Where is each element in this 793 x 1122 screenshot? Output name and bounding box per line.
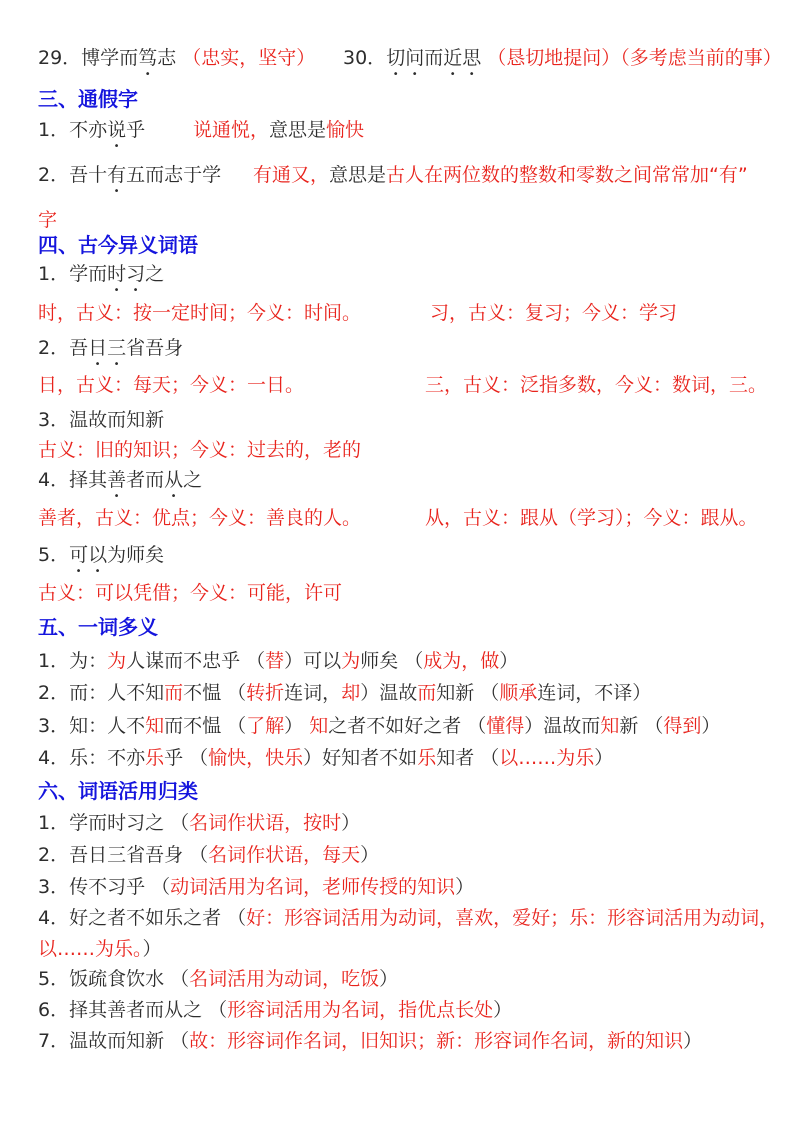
line-column [430, 300, 677, 326]
text-segment: 1．学而 [38, 263, 108, 285]
text-segment: 新 （ [619, 715, 664, 737]
text-line [0, 874, 793, 900]
text-segment: ） [142, 938, 162, 960]
emphasized-text-segment: 日三 [88, 337, 127, 359]
text-segment: 而不愠 （ [164, 715, 247, 737]
text-line [0, 842, 793, 868]
text-segment: 3．传不习乎 （ [38, 876, 171, 898]
text-line [0, 648, 793, 674]
text-segment: 5． [38, 544, 70, 566]
text-segment: 1．学而时习之 （ [38, 812, 190, 834]
emphasized-text-segment: 切问 [386, 47, 425, 69]
text-segment: 29．博学而 [38, 47, 139, 69]
line-column [38, 1028, 702, 1054]
emphasized-text-segment: 笃 [138, 47, 158, 69]
text-segment: ）可以 [284, 650, 342, 672]
text-segment: ） [499, 650, 519, 672]
text-segment: 为 [107, 650, 127, 672]
emphasized-text-segment: 善 [107, 469, 127, 491]
section-heading [0, 778, 793, 804]
text-segment: （恳切地提问）（多考虑当前的事） [487, 47, 782, 69]
line-column [38, 232, 198, 258]
text-segment: ） [284, 715, 310, 737]
text-line [0, 936, 793, 962]
text-segment: 1．为： [38, 650, 108, 672]
text-segment: 4．好之者不如乐之者 （ [38, 907, 247, 929]
line-column [38, 905, 778, 931]
section-heading [0, 86, 793, 112]
text-line [0, 966, 793, 992]
emphasized-text-segment: 从 [164, 469, 184, 491]
text-segment: ）好知者不如 [303, 747, 418, 769]
line-column [425, 372, 767, 398]
text-line [0, 162, 793, 188]
text-segment: 善者，古义：优点；今义：善良的人。 [38, 507, 362, 529]
text-segment: 成为，做 [423, 650, 500, 672]
text-segment: 知 [145, 715, 165, 737]
text-segment: 名词作状语，每天 [208, 844, 361, 866]
text-segment: 30． [343, 47, 387, 69]
text-segment: 为 [341, 650, 361, 672]
text-segment: 之 [183, 469, 203, 491]
text-segment: 3．温故而知新 [38, 409, 165, 431]
text-segment: 愉快，快乐 [208, 747, 304, 769]
text-segment: 转折 [246, 682, 285, 704]
text-segment: 志 [157, 47, 183, 69]
line-column [38, 207, 57, 233]
text-segment: 5．饭疏食饮水 （ [38, 968, 190, 990]
text-line [0, 745, 793, 771]
text-segment: 五、一词多义 [38, 615, 158, 639]
text-segment: 乐 [417, 747, 437, 769]
line-column [38, 680, 651, 706]
text-segment: 三，古义：泛指多数，今义：数词，三。 [425, 374, 768, 396]
text-segment: 得到 [663, 715, 702, 737]
line-column [343, 45, 782, 80]
text-segment: 古义：旧的知识；今义：过去的，老的 [38, 439, 362, 461]
text-segment: 好：形容词活用为动词，喜欢，爱好；乐：形容词活用为动词， [246, 907, 779, 929]
text-line [0, 45, 793, 71]
line-column [38, 614, 158, 640]
line-column [38, 778, 198, 804]
text-segment: 意思是 [329, 164, 387, 186]
text-line [0, 407, 793, 433]
text-segment: ）温故 [360, 682, 418, 704]
line-column [38, 542, 164, 577]
text-segment: 了解 [246, 715, 285, 737]
text-segment: ） [701, 715, 721, 737]
text-segment: 三、通假字 [38, 87, 138, 111]
text-segment: 懂得 [486, 715, 525, 737]
line-column [38, 648, 518, 674]
text-segment: 顺承 [499, 682, 538, 704]
text-segment: 习，古义：复习；今义：学习 [430, 302, 678, 324]
line-column [38, 335, 183, 370]
text-segment: （忠实，坚守） [182, 47, 316, 69]
text-segment: 不愠 （ [183, 682, 247, 704]
line-column [38, 407, 164, 433]
text-segment: 6．择其善者而从之 （ [38, 999, 228, 1021]
text-segment: 知新 （ [436, 682, 500, 704]
text-line [0, 505, 793, 531]
text-segment: ）温故而 [524, 715, 601, 737]
text-segment: 以……为乐。 [38, 938, 143, 960]
text-line [0, 580, 793, 606]
text-segment: 师矣 （ [360, 650, 424, 672]
text-line [0, 810, 793, 836]
line-column [38, 467, 202, 502]
line-column [193, 117, 364, 143]
text-segment: 日，古义：每天；今义：一日。 [38, 374, 305, 396]
text-segment: ） [379, 968, 399, 990]
line-column [38, 437, 361, 463]
text-segment: 2．吾日三省吾身 （ [38, 844, 209, 866]
text-line [0, 300, 793, 326]
line-column [38, 966, 398, 992]
text-segment: 替 [265, 650, 285, 672]
text-segment: ） [594, 747, 614, 769]
section-heading [0, 614, 793, 640]
text-segment: 4．择其 [38, 469, 108, 491]
text-segment: 2．而：人不知 [38, 682, 165, 704]
line-column [38, 117, 145, 152]
line-column [38, 810, 360, 836]
text-segment: 知者 （ [436, 747, 500, 769]
emphasized-text-segment: 可以 [69, 544, 108, 566]
text-segment: 字 [38, 209, 58, 231]
text-segment: 乎 （ [164, 747, 209, 769]
text-segment: ） [341, 812, 361, 834]
text-segment: 乐 [145, 747, 165, 769]
text-segment: 五而志于学 [126, 164, 222, 186]
line-column [38, 745, 613, 771]
text-line [0, 437, 793, 463]
text-segment: 故：形容词作名词，旧知识；新：形容词作名词，新的知识 [189, 1030, 684, 1052]
line-column [38, 997, 512, 1023]
line-column [38, 874, 474, 900]
line-column [38, 580, 342, 606]
text-segment: 动词活用为名词，老师传授的知识 [170, 876, 456, 898]
text-line [0, 335, 793, 361]
section-heading [0, 232, 793, 258]
text-segment: 人谋而不忠乎 （ [126, 650, 266, 672]
text-segment: 而 [164, 682, 184, 704]
text-segment: 知 [600, 715, 620, 737]
text-segment: 2．吾 [38, 337, 89, 359]
text-segment: 省吾身 [126, 337, 184, 359]
text-segment: 意思是 [269, 119, 327, 141]
text-line [0, 1028, 793, 1054]
line-column [38, 505, 361, 531]
text-segment: 4．乐：不亦 [38, 747, 146, 769]
text-segment: 有通又， [253, 164, 330, 186]
text-segment: 之者不如好之者 （ [328, 715, 487, 737]
text-segment: 7．温故而知新 （ [38, 1030, 190, 1052]
text-line [0, 467, 793, 493]
text-segment: 知 [309, 715, 329, 737]
text-segment: 名词作状语，按时 [189, 812, 342, 834]
line-column [38, 45, 315, 80]
text-line [0, 680, 793, 706]
text-segment: 四、古今异义词语 [38, 233, 198, 257]
line-column [38, 86, 138, 112]
text-line [0, 713, 793, 739]
text-line [0, 117, 793, 143]
text-segment: 3．知：人不 [38, 715, 146, 737]
text-segment: 乎 [126, 119, 146, 141]
text-segment: 六、词语活用归类 [38, 779, 198, 803]
text-segment: 却 [341, 682, 361, 704]
text-segment: 从，古义：跟从（学习）；今义：跟从。 [425, 507, 758, 529]
line-column [38, 372, 304, 398]
text-line [0, 207, 793, 233]
line-column [38, 936, 162, 962]
line-column [253, 162, 748, 188]
text-segment: 2．吾十 [38, 164, 108, 186]
text-segment: 连词，不译） [537, 682, 652, 704]
emphasized-text-segment: 近思 [443, 47, 482, 69]
text-line [0, 542, 793, 568]
line-column [38, 300, 361, 326]
text-segment: ） [683, 1030, 703, 1052]
text-segment: 连词， [284, 682, 342, 704]
line-column [38, 713, 720, 739]
text-line [0, 905, 793, 931]
text-segment: 之 [145, 263, 165, 285]
text-segment: 古人在两位数的整数和零数之间常常加“有” [386, 164, 748, 186]
line-column [425, 505, 758, 531]
text-segment: ） [360, 844, 380, 866]
text-segment: 以……为乐 [499, 747, 595, 769]
line-column [38, 162, 221, 197]
text-segment: 而 [417, 682, 437, 704]
emphasized-text-segment: 说 [107, 119, 127, 141]
text-line [0, 372, 793, 398]
text-segment: 而 [424, 47, 444, 69]
line-column [38, 261, 164, 296]
line-column [38, 842, 379, 868]
text-segment: 时，古义：按一定时间；今义：时间。 [38, 302, 362, 324]
text-line [0, 997, 793, 1023]
text-segment: 形容词活用为名词，指优点长处 [227, 999, 494, 1021]
text-line [0, 261, 793, 287]
text-segment: 者而 [126, 469, 165, 491]
text-segment: 1．不亦 [38, 119, 108, 141]
emphasized-text-segment: 时习 [107, 263, 146, 285]
text-segment: ） [455, 876, 475, 898]
text-segment: ） [493, 999, 513, 1021]
text-segment: 说通悦， [193, 119, 270, 141]
text-segment: 为师矣 [107, 544, 165, 566]
emphasized-text-segment: 有 [107, 164, 127, 186]
text-segment: 古义：可以凭借；今义：可能，许可 [38, 582, 343, 604]
text-segment: 名词活用为动词，吃饭 [189, 968, 380, 990]
text-segment: 愉快 [326, 119, 365, 141]
